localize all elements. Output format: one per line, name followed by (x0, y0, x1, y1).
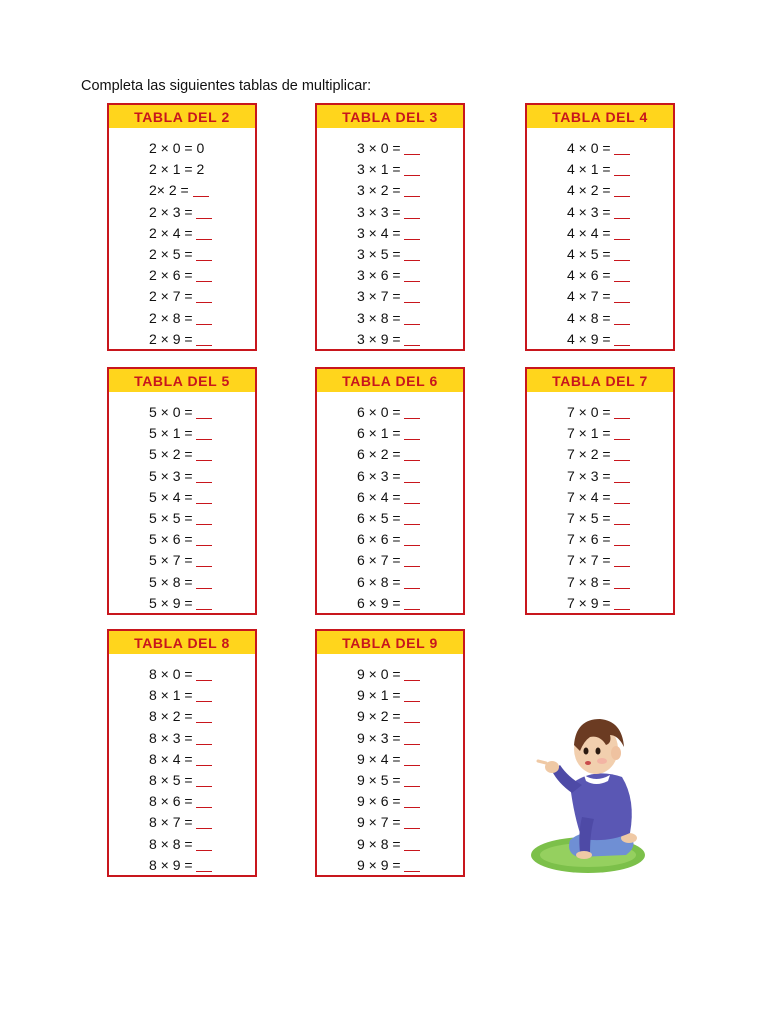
equation-row (317, 402, 463, 423)
answer-blank[interactable] (196, 511, 212, 525)
equation-row (109, 423, 255, 444)
equation-expression: 4 × 0 = (567, 140, 611, 156)
answer-blank[interactable] (614, 311, 630, 325)
table-title: TABLA DEL 9 (317, 631, 463, 654)
equation-expression: 8 × 5 = (149, 771, 193, 788)
equation-answer: 0 (196, 140, 205, 156)
multiplication-table (315, 103, 465, 351)
equation-expression: 2 × 4 = (149, 224, 193, 241)
equation-row (527, 223, 673, 244)
equation-expression: 3 × 5 = (357, 245, 401, 262)
equation-expression: 9 × 2 = (357, 708, 401, 725)
equation-row (109, 812, 255, 833)
answer-blank[interactable] (404, 553, 420, 567)
equation-row (317, 529, 463, 550)
equation-row (109, 159, 255, 180)
answer-blank[interactable] (404, 773, 420, 787)
equation-row (527, 329, 673, 350)
answer-blank[interactable] (196, 596, 212, 610)
equation-row (317, 664, 463, 685)
equation-expression: 6 × 9 = (357, 594, 401, 611)
equation-expression: 4 × 9 = (567, 330, 611, 347)
equation-row (109, 286, 255, 307)
equation-row (109, 402, 255, 423)
equation-expression: 7 × 4 = (567, 488, 611, 505)
equation-expression: 8 × 9 = (149, 856, 193, 873)
equation-row (527, 508, 673, 529)
equation-expression: 6 × 7 = (357, 552, 401, 569)
equation-expression: 2 × 9 = (149, 330, 193, 347)
answer-blank[interactable] (196, 553, 212, 567)
equation-expression: 4 × 3 = (567, 203, 611, 220)
answer-blank[interactable] (404, 815, 420, 829)
answer-blank[interactable] (196, 332, 212, 346)
answer-blank[interactable] (614, 447, 630, 461)
equation-row (317, 202, 463, 223)
equation-expression: 8 × 1 = (149, 687, 193, 704)
equation-expression: 9 × 9 = (357, 856, 401, 873)
equation-row (317, 593, 463, 614)
equation-row (527, 402, 673, 423)
answer-blank[interactable] (614, 426, 630, 440)
answer-blank[interactable] (196, 688, 212, 702)
equation-expression: 5 × 1 = (149, 425, 193, 442)
multiplication-table (525, 367, 675, 615)
answer-blank[interactable] (404, 405, 420, 419)
equation-row (317, 749, 463, 770)
equation-row (527, 423, 673, 444)
equation-row (109, 329, 255, 350)
equation-expression: 8 × 3 = (149, 729, 193, 746)
multiplication-table (315, 367, 465, 615)
table-title: TABLA DEL 3 (317, 105, 463, 128)
equation-row (317, 834, 463, 855)
equation-expression: 3 × 3 = (357, 203, 401, 220)
equation-row (109, 770, 255, 791)
answer-blank[interactable] (196, 709, 212, 723)
equation-row (527, 593, 673, 614)
answer-blank[interactable] (196, 858, 212, 872)
equation-expression: 7 × 1 = (567, 425, 611, 442)
equation-expression: 9 × 7 = (357, 814, 401, 831)
equation-expression: 8 × 0 = (149, 666, 193, 682)
child-pointing-illustration (530, 705, 646, 875)
answer-blank[interactable] (196, 469, 212, 483)
equation-expression: 9 × 5 = (357, 771, 401, 788)
equation-expression: 7 × 3 = (567, 467, 611, 484)
answer-blank[interactable] (404, 226, 420, 240)
equation-row (109, 664, 255, 685)
equation-row (109, 487, 255, 508)
answer-blank[interactable] (404, 667, 420, 681)
answer-blank[interactable] (614, 405, 630, 419)
answer-blank[interactable] (404, 511, 420, 525)
equation-expression: 5 × 7 = (149, 552, 193, 569)
equation-row (109, 508, 255, 529)
equation-expression: 6 × 2 = (357, 446, 401, 463)
answer-blank[interactable] (614, 183, 630, 197)
equation-row (527, 286, 673, 307)
equation-expression: 9 × 1 = (357, 687, 401, 704)
equation-expression: 3 × 0 = (357, 140, 401, 156)
answer-blank[interactable] (404, 688, 420, 702)
answer-blank[interactable] (404, 858, 420, 872)
equation-row (527, 202, 673, 223)
answer-blank[interactable] (614, 532, 630, 546)
answer-blank[interactable] (196, 268, 212, 282)
equation-expression: 8 × 7 = (149, 814, 193, 831)
answer-blank[interactable] (404, 837, 420, 851)
equation-row (527, 180, 673, 201)
equation-expression: 4 × 1 = (567, 161, 611, 178)
equation-row (527, 159, 673, 180)
answer-blank[interactable] (404, 575, 420, 589)
multiplication-table (315, 629, 465, 877)
answer-blank[interactable] (404, 183, 420, 197)
answer-blank[interactable] (404, 332, 420, 346)
equation-expression: 2 × 1 = (149, 161, 193, 178)
equation-expression: 2 × 3 = (149, 203, 193, 220)
equation-expression: 2 × 8 = (149, 309, 193, 326)
answer-blank[interactable] (404, 709, 420, 723)
answer-blank[interactable] (404, 731, 420, 745)
equation-row (109, 244, 255, 265)
answer-blank[interactable] (196, 773, 212, 787)
answer-blank[interactable] (196, 447, 212, 461)
equation-expression: 3 × 4 = (357, 224, 401, 241)
equation-row (527, 444, 673, 465)
equation-expression: 9 × 8 = (357, 835, 401, 852)
answer-blank[interactable] (614, 141, 630, 155)
equation-row (527, 550, 673, 571)
answer-blank[interactable] (614, 268, 630, 282)
equation-expression: 2 × 0 = (149, 140, 193, 156)
answer-blank[interactable] (404, 596, 420, 610)
answer-blank[interactable] (614, 332, 630, 346)
answer-blank[interactable] (404, 289, 420, 303)
equation-expression: 4 × 8 = (567, 309, 611, 326)
answer-blank[interactable] (196, 205, 212, 219)
equation-row (109, 834, 255, 855)
answer-blank[interactable] (614, 490, 630, 504)
equation-expression: 5 × 2 = (149, 446, 193, 463)
equation-row (317, 265, 463, 286)
equation-expression: 7 × 9 = (567, 594, 611, 611)
equation-row (109, 180, 255, 201)
equation-row (109, 138, 255, 159)
equation-expression: 3 × 6 = (357, 267, 401, 284)
multiplication-table (107, 367, 257, 615)
equation-row (317, 329, 463, 350)
equation-expression: 8 × 4 = (149, 750, 193, 767)
equation-row (109, 308, 255, 329)
equation-expression: 7 × 5 = (567, 509, 611, 526)
equation-expression: 6 × 8 = (357, 573, 401, 590)
equation-expression: 3 × 1 = (357, 161, 401, 178)
equation-row (527, 308, 673, 329)
equation-expression: 5 × 4 = (149, 488, 193, 505)
answer-blank[interactable] (404, 205, 420, 219)
answer-blank[interactable] (196, 405, 212, 419)
equation-row (317, 770, 463, 791)
answer-blank[interactable] (404, 532, 420, 546)
equation-row (527, 572, 673, 593)
answer-blank[interactable] (614, 247, 630, 261)
equation-row (109, 855, 255, 876)
answer-blank[interactable] (404, 447, 420, 461)
equation-expression: 5 × 0 = (149, 404, 193, 420)
answer-blank[interactable] (196, 752, 212, 766)
answer-blank[interactable] (196, 667, 212, 681)
equation-row (317, 550, 463, 571)
answer-blank[interactable] (196, 289, 212, 303)
answer-blank[interactable] (196, 311, 212, 325)
table-title: TABLA DEL 5 (109, 369, 255, 392)
equation-row (109, 529, 255, 550)
worksheet-instruction: Completa las siguientes tablas de multiplicar: (81, 78, 372, 94)
equation-expression: 4 × 2 = (567, 182, 611, 199)
equation-row (317, 855, 463, 876)
equation-row (109, 223, 255, 244)
equation-row (317, 444, 463, 465)
table-title: TABLA DEL 2 (109, 105, 255, 128)
answer-blank[interactable] (196, 490, 212, 504)
equation-expression: 5 × 3 = (149, 467, 193, 484)
equation-row (109, 444, 255, 465)
equation-row (317, 423, 463, 444)
table-title: TABLA DEL 6 (317, 369, 463, 392)
equation-expression: 3 × 9 = (357, 330, 401, 347)
answer-blank[interactable] (196, 575, 212, 589)
equation-expression: 8 × 2 = (149, 708, 193, 725)
equation-row (317, 180, 463, 201)
equation-expression: 4 × 4 = (567, 224, 611, 241)
equation-row (317, 244, 463, 265)
answer-blank[interactable] (614, 596, 630, 610)
answer-blank[interactable] (614, 575, 630, 589)
equation-row (317, 286, 463, 307)
equation-row (317, 706, 463, 727)
equation-row (109, 202, 255, 223)
equation-expression: 7 × 0 = (567, 404, 611, 420)
equation-expression: 6 × 4 = (357, 488, 401, 505)
table-title: TABLA DEL 4 (527, 105, 673, 128)
answer-blank[interactable] (196, 731, 212, 745)
equation-expression: 9 × 3 = (357, 729, 401, 746)
equation-row (109, 791, 255, 812)
equation-row (317, 812, 463, 833)
equation-row (527, 487, 673, 508)
answer-blank[interactable] (614, 511, 630, 525)
table-title: TABLA DEL 7 (527, 369, 673, 392)
equation-expression: 6 × 6 = (357, 531, 401, 548)
answer-blank[interactable] (614, 469, 630, 483)
equation-expression: 2× 2 = (149, 182, 189, 199)
equation-row (527, 244, 673, 265)
answer-blank[interactable] (614, 553, 630, 567)
equation-row (527, 466, 673, 487)
equation-row (317, 685, 463, 706)
equation-expression: 5 × 5 = (149, 509, 193, 526)
equation-answer: 2 (196, 161, 205, 178)
equation-row (109, 685, 255, 706)
equation-row (109, 572, 255, 593)
multiplication-table (525, 103, 675, 351)
answer-blank[interactable] (196, 226, 212, 240)
answer-blank[interactable] (404, 469, 420, 483)
equation-row (317, 466, 463, 487)
answer-blank[interactable] (614, 289, 630, 303)
equation-row (109, 466, 255, 487)
equation-expression: 7 × 2 = (567, 446, 611, 463)
equation-expression: 3 × 8 = (357, 309, 401, 326)
answer-blank[interactable] (193, 183, 209, 197)
answer-blank[interactable] (404, 426, 420, 440)
equation-expression: 9 × 6 = (357, 793, 401, 810)
equation-expression: 6 × 0 = (357, 404, 401, 420)
answer-blank[interactable] (614, 226, 630, 240)
answer-blank[interactable] (196, 794, 212, 808)
answer-blank[interactable] (404, 247, 420, 261)
equation-row (317, 159, 463, 180)
equation-row (317, 223, 463, 244)
equation-expression: 9 × 0 = (357, 666, 401, 682)
equation-row (317, 308, 463, 329)
equation-row (317, 138, 463, 159)
answer-blank[interactable] (196, 532, 212, 546)
equation-expression: 6 × 5 = (357, 509, 401, 526)
equation-row (109, 706, 255, 727)
equation-row (317, 791, 463, 812)
multiplication-table (107, 103, 257, 351)
equation-row (317, 728, 463, 749)
equation-row (317, 487, 463, 508)
answer-blank[interactable] (196, 837, 212, 851)
equation-expression: 6 × 3 = (357, 467, 401, 484)
equation-expression: 5 × 9 = (149, 594, 193, 611)
equation-expression: 4 × 5 = (567, 245, 611, 262)
equation-expression: 5 × 6 = (149, 531, 193, 548)
equation-expression: 5 × 8 = (149, 573, 193, 590)
answer-blank[interactable] (404, 268, 420, 282)
equation-expression: 6 × 1 = (357, 425, 401, 442)
answer-blank[interactable] (404, 752, 420, 766)
multiplication-table (107, 629, 257, 877)
equation-expression: 2 × 6 = (149, 267, 193, 284)
answer-blank[interactable] (404, 311, 420, 325)
answer-blank[interactable] (196, 426, 212, 440)
answer-blank[interactable] (196, 247, 212, 261)
answer-blank[interactable] (404, 141, 420, 155)
table-title: TABLA DEL 8 (109, 631, 255, 654)
equation-expression: 4 × 7 = (567, 288, 611, 305)
equation-row (109, 728, 255, 749)
equation-row (109, 749, 255, 770)
equation-row (527, 265, 673, 286)
equation-row (527, 529, 673, 550)
answer-blank[interactable] (196, 815, 212, 829)
equation-expression: 8 × 8 = (149, 835, 193, 852)
equation-expression: 9 × 4 = (357, 750, 401, 767)
equation-row (527, 138, 673, 159)
equation-expression: 2 × 7 = (149, 288, 193, 305)
equation-expression: 4 × 6 = (567, 267, 611, 284)
equation-expression: 3 × 2 = (357, 182, 401, 199)
equation-expression: 7 × 7 = (567, 552, 611, 569)
equation-row (109, 265, 255, 286)
equation-row (317, 508, 463, 529)
answer-blank[interactable] (404, 794, 420, 808)
answer-blank[interactable] (614, 162, 630, 176)
equation-expression: 7 × 8 = (567, 573, 611, 590)
equation-row (317, 572, 463, 593)
equation-row (109, 593, 255, 614)
equation-row (109, 550, 255, 571)
equation-expression: 2 × 5 = (149, 245, 193, 262)
equation-expression: 8 × 6 = (149, 793, 193, 810)
answer-blank[interactable] (404, 490, 420, 504)
equation-expression: 3 × 7 = (357, 288, 401, 305)
answer-blank[interactable] (614, 205, 630, 219)
equation-expression: 7 × 6 = (567, 531, 611, 548)
answer-blank[interactable] (404, 162, 420, 176)
